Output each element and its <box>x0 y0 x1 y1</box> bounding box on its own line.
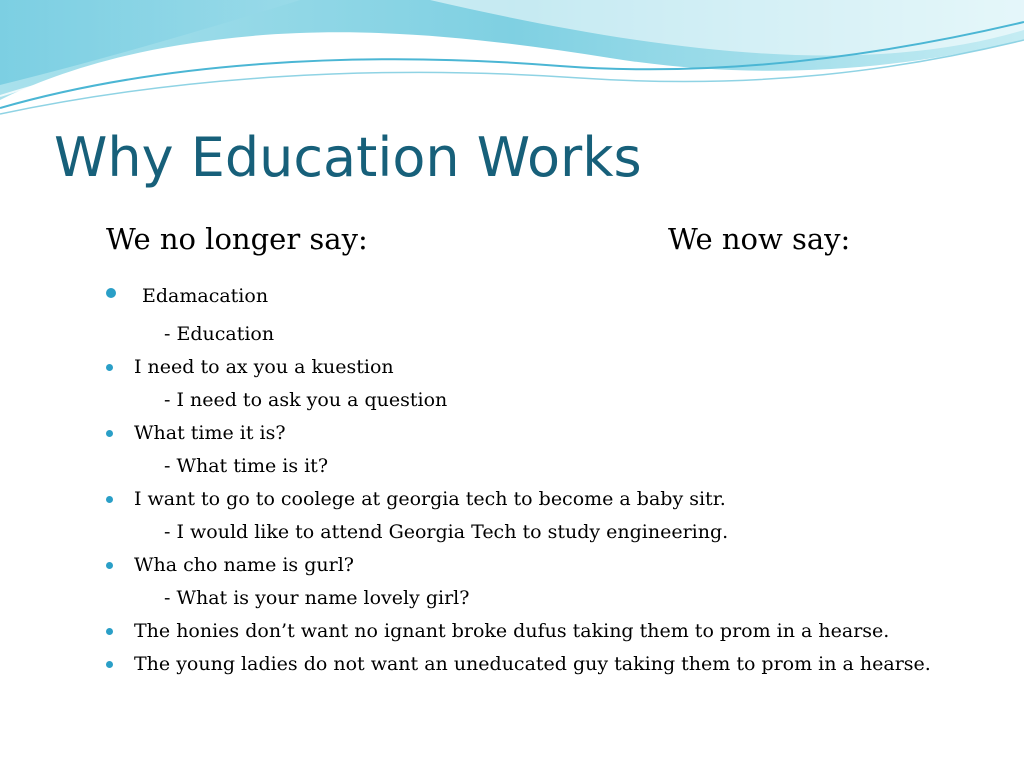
list-item-sub <box>106 516 1006 549</box>
list-item <box>106 615 1006 648</box>
list-item <box>106 483 1006 516</box>
list-item-sub <box>106 450 1006 483</box>
item-text: The young ladies do not want an uneducated guy taking them to prom in a hearse. <box>134 653 931 675</box>
bullet-icon <box>106 364 113 371</box>
bullet-icon <box>106 430 113 437</box>
item-text: - I need to ask you a question <box>164 389 448 411</box>
item-text: - Education <box>164 323 275 345</box>
list-item <box>106 648 1006 681</box>
list-item <box>106 280 1006 318</box>
list-item-sub <box>106 318 1006 351</box>
bullet-list <box>106 280 1006 681</box>
list-item <box>106 351 1006 384</box>
list-item-sub <box>106 582 1006 615</box>
item-text: Edamacation <box>142 285 269 307</box>
column-header-left: We no longer say: <box>106 222 368 256</box>
item-text: I need to ax you a kuestion <box>134 356 394 378</box>
list-item <box>106 549 1006 582</box>
item-text: - What is your name lovely girl? <box>164 587 470 609</box>
slide-title: Why Education Works <box>54 126 642 189</box>
header-wave-decoration <box>0 0 1024 130</box>
item-text: - What time is it? <box>164 455 329 477</box>
bullet-icon <box>106 562 113 569</box>
list-item-sub <box>106 384 1006 417</box>
item-text: Wha cho name is gurl? <box>134 554 354 576</box>
bullet-icon <box>106 628 113 635</box>
item-text: - I would like to attend Georgia Tech to study engineering. <box>164 521 729 543</box>
bullet-icon <box>106 496 113 503</box>
item-text: I want to go to coolege at georgia tech to become a baby sitr. <box>134 488 726 510</box>
item-text: The honies don’t want no ignant broke dufus taking them to prom in a hearse. <box>134 620 890 642</box>
list-item <box>106 417 1006 450</box>
bullet-icon <box>106 288 116 298</box>
item-text: What time it is? <box>134 422 286 444</box>
bullet-icon <box>106 661 113 668</box>
column-header-right: We now say: <box>668 222 851 256</box>
